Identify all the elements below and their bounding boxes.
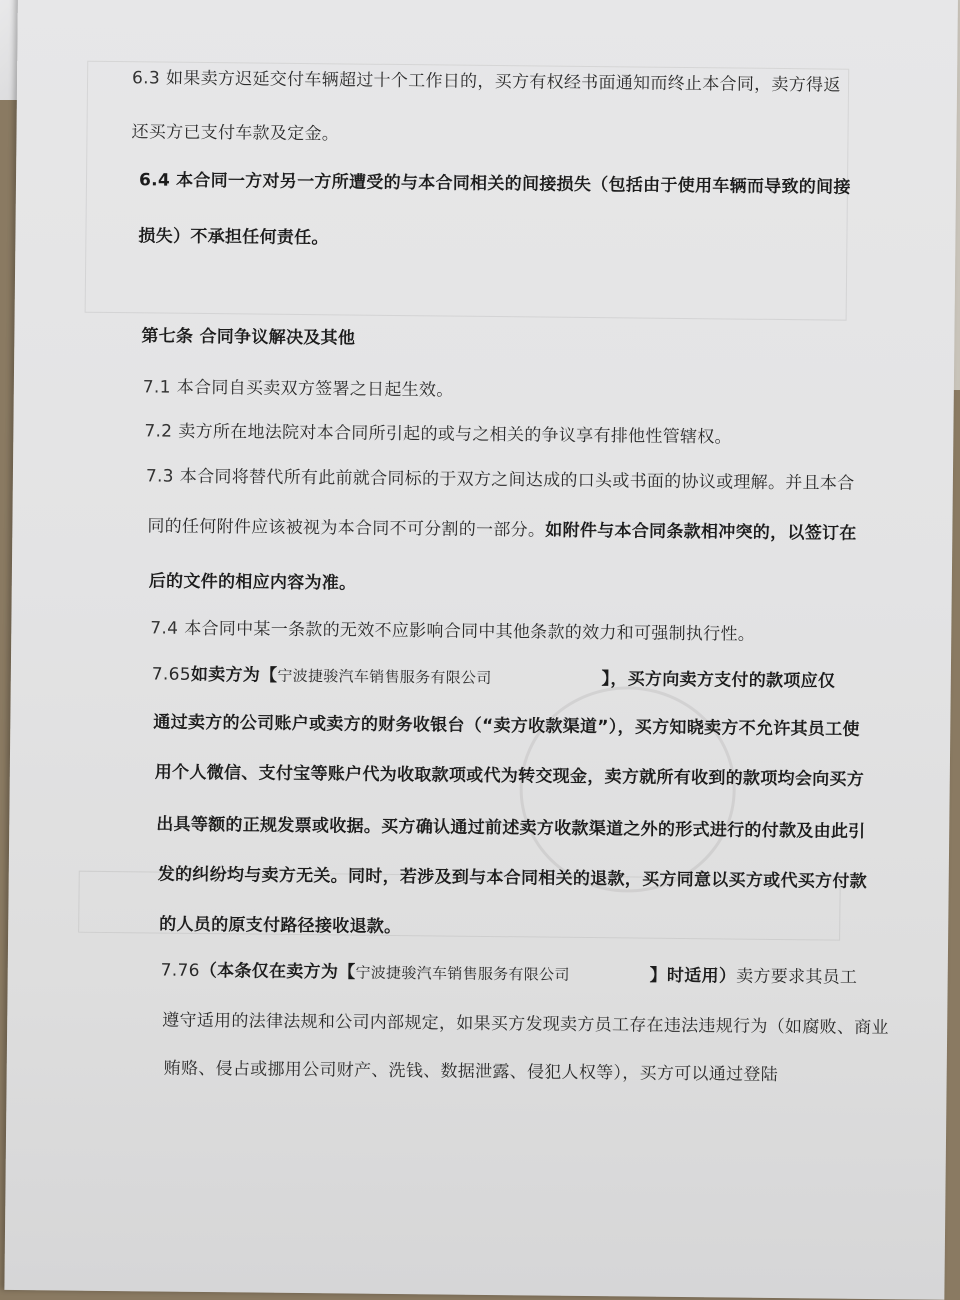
clause-number: 6.4	[138, 170, 171, 191]
clause-text-bold: 如卖方为【	[190, 664, 278, 686]
clause-7-65-line-6	[159, 910, 401, 938]
clause-text: 卖方所在地法院对本合同所引起的或与之相关的争议享有排他性管辖权。	[178, 421, 733, 448]
clause-7-3-line-1	[146, 461, 855, 493]
clause-number: 7.2	[144, 421, 173, 442]
clause-text: 卖方要求其员工	[736, 966, 858, 988]
clause-text-bold: （本条仅在卖方为【	[199, 960, 356, 983]
clause-text-bold: 】，买方向卖方支付的款项应仅	[601, 669, 836, 692]
clause-6-4-line-2	[138, 221, 329, 248]
clause-number: 7.1	[142, 377, 171, 398]
clause-7-65-line-2	[153, 707, 860, 739]
clause-text: 还买方已支付车款及定金。	[131, 122, 340, 145]
clause-7-3-line-3	[149, 566, 357, 593]
clause-6-4-line-1	[139, 165, 851, 197]
clause-text-bold: 如附件与本合同条款相冲突的，以签订在	[545, 520, 857, 544]
article-7-heading	[141, 321, 355, 348]
clause-text-bold: 通过卖方的公司账户或卖方的财务收银台（“卖方收款渠道”），买方知晓卖方不允许其员工使	[153, 712, 860, 740]
clause-text: 同的任何附件应该被视为本合同不可分割的一部分。	[147, 516, 546, 541]
clause-text-bold: 发的纠纷均与卖方无关。同时，若涉及到与本合同相关的退款，买方同意以买方或代买方付款	[157, 864, 868, 892]
clause-7-1	[143, 372, 454, 400]
clause-text: 遵守适用的法律法规和公司内部规定，如果买方发现卖方员工存在违法违规行为（如腐败、商业	[162, 1010, 889, 1039]
clause-text-bold: 出具等额的正规发票或收据。买方确认通过前述卖方收款渠道之外的形式进行的付款及由此引	[156, 814, 866, 842]
clause-number: 7.65	[151, 664, 192, 685]
clause-text: 贿赂、侵占或挪用公司财产、洗钱、数据泄露、侵犯人权等），买方可以通过登陆	[163, 1058, 779, 1086]
clause-text: 本合同中某一条款的无效不应影响合同中其他条款的效力和可强制执行性。	[184, 618, 756, 645]
clause-text-bold: 的人员的原支付路径接收退款。	[159, 914, 402, 938]
clause-7-65-line-3	[155, 757, 865, 789]
clause-text-bold: 用个人微信、支付宝等账户代为收取款项或代为转交现金，卖方就所有收到的款项均会向买方	[154, 762, 865, 790]
clause-7-65-line-1	[152, 659, 836, 691]
clause-7-65-line-4	[156, 809, 866, 841]
clause-7-4	[150, 613, 755, 644]
clause-7-76-line-2	[162, 1006, 889, 1039]
clause-7-76-line-1	[161, 956, 858, 988]
clause-6-3-line-2	[131, 117, 339, 144]
clause-7-65-line-5	[158, 860, 868, 892]
clause-7-2	[144, 416, 732, 447]
clause-number: 7.76	[160, 960, 200, 981]
clause-text: 本合同自买卖双方签署之日起生效。	[176, 377, 454, 401]
clause-number: 6.3	[131, 68, 161, 89]
company-name: 宁波捷骏汽车销售服务有限公司	[277, 666, 492, 687]
clause-number: 7.4	[150, 618, 179, 639]
clause-text-bold: 后的文件的相应内容为准。	[148, 571, 357, 594]
clause-text-bold: 】时适用）	[649, 965, 737, 987]
article-title: 第七条 合同争议解决及其他	[141, 326, 356, 349]
clause-text: 本合同将替代所有此前就合同标的于双方之间达成的口头或书面的协议或理解。并且本合	[179, 466, 855, 494]
clause-7-76-line-3	[164, 1054, 779, 1085]
clause-number: 7.3	[145, 466, 174, 487]
clause-text: 损失）不承担任何责任。	[138, 226, 329, 249]
clause-text: 如果卖方迟延交付车辆超过十个工作日的，买方有权经书面通知而终止本合同，卖方得返	[165, 68, 841, 96]
document-body	[120, 0, 889, 1279]
clause-7-3-line-2	[147, 511, 857, 543]
clause-text: 本合同一方对另一方所遭受的与本合同相关的间接损失（包括由于使用车辆而导致的间接	[175, 170, 851, 198]
clause-6-3-line-1	[132, 63, 841, 95]
contract-page	[4, 0, 958, 1300]
company-name: 宁波捷骏汽车销售服务有限公司	[355, 963, 570, 984]
